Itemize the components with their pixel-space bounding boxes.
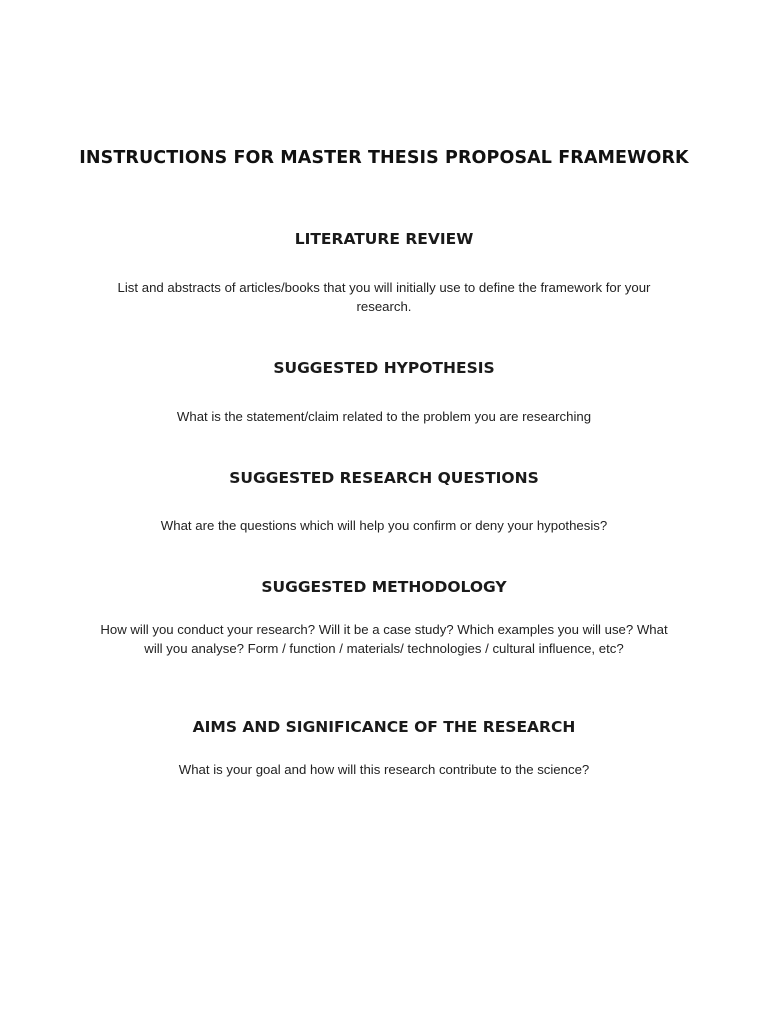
section-body-literature-review: List and abstracts of articles/books that you will initially use to define the framework for your research. xyxy=(117,280,651,314)
section-heading-suggested-research-questions: SUGGESTED RESEARCH QUESTIONS xyxy=(229,469,539,487)
section-heading-suggested-hypothesis: SUGGESTED HYPOTHESIS xyxy=(273,359,495,377)
section-heading-aims-and-significance: AIMS AND SIGNIFICANCE OF THE RESEARCH xyxy=(192,718,576,736)
section-heading-suggested-methodology: SUGGESTED METHODOLOGY xyxy=(261,578,507,596)
document-title: INSTRUCTIONS FOR MASTER THESIS PROPOSAL FRAMEWORK xyxy=(79,148,689,168)
section-body-suggested-research-questions: What are the questions which will help you confirm or deny your hypothesis? xyxy=(160,518,608,533)
section-body-suggested-hypothesis: What is the statement/claim related to the problem you are researching xyxy=(176,409,592,424)
section-heading-literature-review: LITERATURE REVIEW xyxy=(294,230,474,248)
section-body-suggested-methodology: How will you conduct your research? Will it be a case study? Which examples you will use? What will you analyse? Form / function / materials/ technologies / cultural influence, etc? xyxy=(100,622,668,656)
section-body-aims-and-significance: What is your goal and how will this research contribute to the science? xyxy=(178,762,590,777)
